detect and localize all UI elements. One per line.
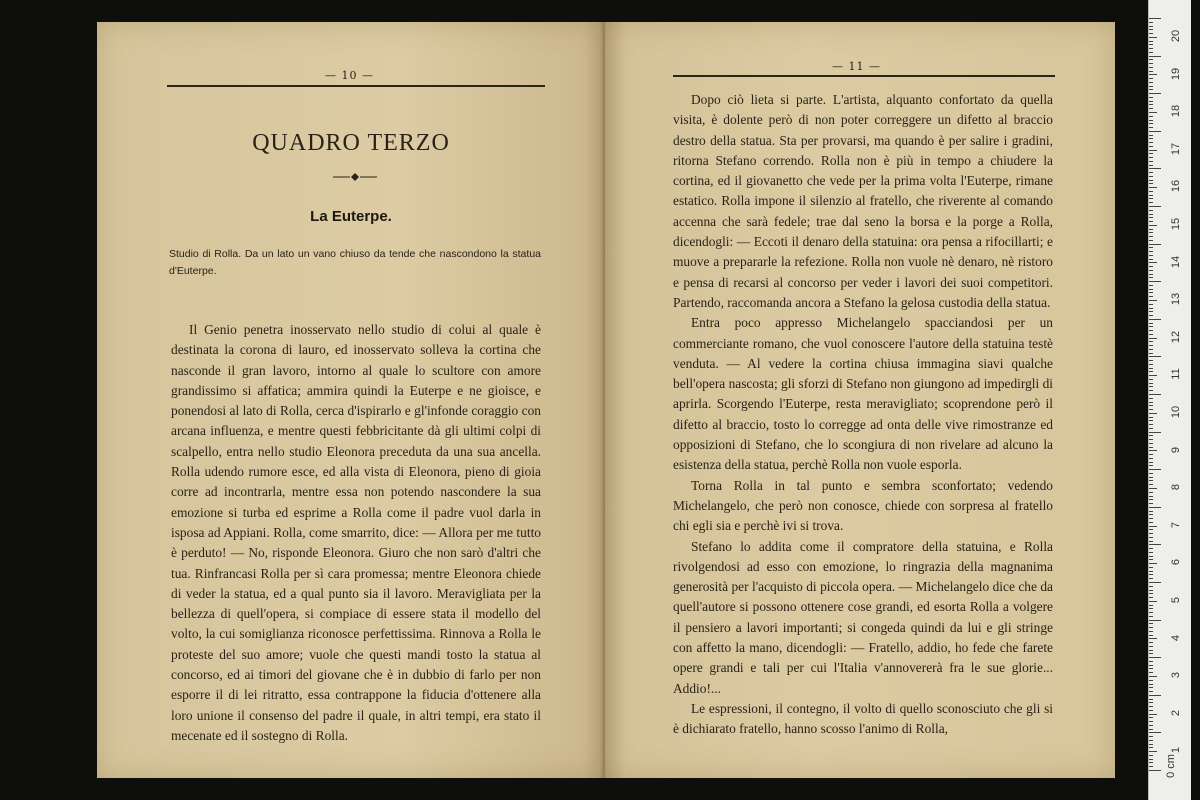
ruler-tick [1149, 435, 1153, 436]
ruler-tick [1149, 101, 1153, 102]
ruler-tick [1149, 541, 1153, 542]
ruler-tick [1149, 29, 1153, 30]
ruler-tick [1149, 78, 1153, 79]
ruler-tick [1149, 97, 1153, 98]
ruler-tick [1149, 334, 1153, 335]
ruler-tick [1149, 394, 1161, 395]
ruler-tick [1149, 217, 1153, 218]
ruler-tick [1149, 349, 1153, 350]
ruler-tick [1149, 548, 1153, 549]
ruler-number: 7 [1170, 521, 1182, 528]
ruler-tick [1149, 473, 1153, 474]
ruler-tick [1149, 146, 1153, 147]
ruler-tick [1149, 315, 1153, 316]
ruler-tick [1149, 330, 1153, 331]
ruler-tick [1149, 458, 1153, 459]
ruler-number: 12 [1170, 330, 1182, 343]
ruler-tick [1149, 266, 1153, 267]
ruler-tick [1149, 578, 1153, 579]
ruler-number: 8 [1170, 484, 1182, 491]
ruler-tick [1149, 59, 1153, 60]
ruler-tick [1149, 740, 1153, 741]
open-book [97, 22, 1115, 780]
ruler-tick [1149, 255, 1153, 256]
ruler-tick [1149, 270, 1153, 271]
ruler-tick [1149, 522, 1153, 523]
ruler-number: 10 [1170, 405, 1182, 419]
ruler-tick [1149, 623, 1153, 624]
ruler-tick [1149, 153, 1153, 154]
ruler-tick [1149, 503, 1153, 504]
ruler-tick [1149, 172, 1153, 173]
ruler-tick [1149, 33, 1153, 34]
paragraph: Stefano lo addita come il compratore della statuina, e Rolla rivolgendosi ad esso con emozione, lo ringrazia della magnanima generosità per l'acquisto di piccola opera. — Michelangelo dice che da quell'autore si possono ottenere cose grandi, ed esorta Rolla a volgere il pensiero a lavori importanti; si congeda quindi da lui e gli stringe con affetto la mano, dicendogli: — Fratello, addio, ho fede che farete opere grandi e tali per cui l'Italia v'annovererà fra le sue glorie... Addio!... [673, 538, 1053, 696]
ruler-tick [1149, 244, 1161, 245]
ruler-tick [1149, 766, 1153, 767]
ruler-tick [1149, 368, 1153, 369]
ruler-tick [1149, 755, 1153, 756]
ruler-tick [1149, 635, 1153, 636]
ruler-tick [1149, 52, 1153, 53]
ruler-number: 1 [1170, 747, 1182, 754]
ruler-tick [1149, 582, 1161, 583]
ruler-tick [1149, 616, 1153, 617]
ruler-tick [1149, 672, 1153, 673]
ruler-tick [1149, 590, 1153, 591]
ruler-tick [1149, 150, 1157, 151]
ruler-tick [1149, 695, 1161, 696]
ruler-tick [1149, 699, 1153, 700]
ruler-number: 9 [1170, 446, 1182, 453]
ruler-tick [1149, 364, 1153, 365]
ruler-tick [1149, 71, 1153, 72]
ruler-tick [1149, 443, 1153, 444]
ruler-tick [1149, 353, 1153, 354]
ruler-tick [1149, 511, 1153, 512]
ruler-tick [1149, 157, 1153, 158]
ruler-tick [1149, 229, 1153, 230]
ruler-tick [1149, 262, 1157, 263]
ruler-tick [1149, 661, 1153, 662]
ruler-tick [1149, 176, 1153, 177]
ruler-tick [1149, 323, 1153, 324]
header-rule [167, 85, 545, 87]
ruler-tick [1149, 537, 1153, 538]
ruler-tick [1149, 123, 1153, 124]
ruler-tick [1149, 631, 1153, 632]
ruler-tick [1149, 608, 1153, 609]
ruler-tick [1149, 300, 1157, 301]
ruler-number: 16 [1170, 180, 1182, 193]
ruler-tick [1149, 251, 1153, 252]
ruler-tick [1149, 417, 1153, 418]
ruler-tick [1149, 202, 1153, 203]
ruler-tick [1149, 221, 1153, 222]
ruler-tick [1149, 762, 1153, 763]
right-body-text [673, 90, 1053, 740]
ruler-tick [1149, 214, 1153, 215]
ruler-tick [1149, 729, 1153, 730]
ruler-tick [1149, 687, 1153, 688]
ruler-tick [1149, 22, 1153, 23]
ruler-tick [1149, 657, 1161, 658]
ruler-tick [1149, 725, 1153, 726]
ruler-tick [1149, 480, 1153, 481]
chapter-title: QUADRO TERZO [252, 130, 450, 156]
ruler-tick [1149, 277, 1153, 278]
ruler-tick [1149, 650, 1153, 651]
ruler-tick [1149, 104, 1153, 105]
ruler-tick [1149, 676, 1157, 677]
ruler-tick [1149, 469, 1161, 470]
ruler-number: 6 [1170, 559, 1182, 566]
ruler-tick [1149, 706, 1153, 707]
ruler-tick [1149, 601, 1157, 602]
paragraph: Entra poco appresso Michelangelo spacciandosi per un commerciante romano, che vuol conoscere l'autore della statuina testè venduta. — Al vedere la cortina chiusa immagina siavi qualche bell'opera nascosta; gli sforzi di Stefano non giungono ad impedirgli di aprirla. Scorgendo l'Euterpe, resta meravigliato; scoprendone però il difetto al braccio, tosto lo corregge ad onta delle vive rimostranze ed opposizioni di Stefano, che lo scongiura di non rivelare ad alcuno la esistenza della statua, perchè Rolla non vuole esporla. [673, 315, 1054, 473]
ruler-tick [1149, 620, 1161, 621]
ruler-tick [1149, 571, 1153, 572]
ruler-tick [1149, 18, 1161, 19]
ruler-tick [1149, 67, 1153, 68]
ruler-tick [1149, 680, 1153, 681]
ruler-tick [1149, 131, 1161, 132]
ruler-tick [1149, 247, 1153, 248]
ruler-tick [1149, 529, 1153, 530]
ruler-tick [1149, 48, 1153, 49]
ruler-tick [1149, 717, 1153, 718]
ruler-tick [1149, 484, 1153, 485]
ruler-tick [1149, 432, 1161, 433]
ruler-tick [1149, 714, 1157, 715]
ruler-tick [1149, 26, 1153, 27]
ruler-tick [1149, 499, 1153, 500]
ruler-tick [1149, 586, 1153, 587]
ruler-tick [1149, 383, 1153, 384]
ornament-icon [333, 172, 377, 182]
ruler-number: 5 [1170, 596, 1182, 604]
ruler-tick [1149, 142, 1153, 143]
ruler-tick [1149, 138, 1153, 139]
measuring-ruler [1148, 0, 1191, 800]
ruler-tick [1149, 518, 1153, 519]
ruler-tick [1149, 37, 1157, 38]
ruler-tick [1149, 360, 1153, 361]
ruler-tick [1149, 161, 1153, 162]
ruler-tick [1149, 375, 1157, 376]
ruler-tick [1149, 56, 1161, 57]
ruler-tick [1149, 191, 1153, 192]
ruler-tick [1149, 341, 1153, 342]
ruler-tick [1149, 274, 1153, 275]
ruler-number: 17 [1170, 142, 1182, 155]
ruler-tick [1149, 74, 1157, 75]
ruler-tick [1149, 405, 1153, 406]
ruler-tick [1149, 770, 1161, 771]
ruler-tick [1149, 684, 1153, 685]
ruler-tick [1149, 492, 1153, 493]
ruler-number: 4 [1170, 634, 1182, 641]
ruler-tick [1149, 183, 1153, 184]
paragraph: Le espressioni, il contegno, il volto di quello sconosciuto che gli si è dichiarato fratello, hanno scosso l'animo di Rolla, [673, 700, 1053, 737]
ruler-tick [1149, 285, 1153, 286]
page-number: — 11 — [832, 60, 881, 73]
ruler-tick [1149, 292, 1153, 293]
ruler-tick [1149, 559, 1153, 560]
ruler-tick [1149, 409, 1153, 410]
ruler-tick [1149, 86, 1153, 87]
ruler-tick [1149, 386, 1153, 387]
ruler-tick [1149, 112, 1157, 113]
ruler-tick [1149, 311, 1153, 312]
ruler-tick [1149, 465, 1153, 466]
ruler-tick [1149, 428, 1153, 429]
ruler-tick [1149, 180, 1153, 181]
ruler-tick [1149, 356, 1161, 357]
ruler-tick [1149, 108, 1153, 109]
ruler-tick [1149, 402, 1153, 403]
ruler-number: 19 [1170, 67, 1182, 80]
ruler-tick [1149, 168, 1161, 169]
ruler-unit: 0 cm [1164, 754, 1177, 778]
ruler-tick [1149, 567, 1153, 568]
ruler-tick [1149, 526, 1157, 527]
ruler-tick [1149, 665, 1153, 666]
ruler-tick [1149, 533, 1153, 534]
ruler-tick [1149, 345, 1153, 346]
ruler-tick [1149, 398, 1153, 399]
ruler-tick [1149, 424, 1153, 425]
ruler-tick [1149, 439, 1153, 440]
ruler-tick [1149, 597, 1153, 598]
ruler-tick [1149, 89, 1153, 90]
ruler-tick [1149, 638, 1157, 639]
ruler-tick [1149, 507, 1161, 508]
ruler-tick [1149, 127, 1153, 128]
ruler-tick [1149, 326, 1153, 327]
ruler-tick [1149, 556, 1153, 557]
ruler-tick [1149, 710, 1153, 711]
ruler-tick [1149, 477, 1153, 478]
ruler-tick [1149, 563, 1157, 564]
ruler-tick [1149, 198, 1153, 199]
ruler-tick [1149, 259, 1153, 260]
ruler-tick [1149, 642, 1153, 643]
ruler-tick [1149, 702, 1153, 703]
ruler-tick [1149, 612, 1153, 613]
ruler-tick [1149, 82, 1153, 83]
ruler-number: 13 [1170, 293, 1182, 306]
ruler-tick [1149, 454, 1153, 455]
right-page [605, 22, 1115, 778]
ruler-tick [1149, 759, 1153, 760]
ruler-tick [1149, 308, 1153, 309]
ruler-tick [1149, 514, 1153, 515]
ruler-tick [1149, 462, 1153, 463]
ruler-tick [1149, 450, 1157, 451]
ruler-tick [1149, 736, 1153, 737]
ruler-tick [1149, 751, 1157, 752]
ruler-tick [1149, 721, 1153, 722]
ruler-number: 20 [1170, 29, 1182, 43]
ruler-number: 2 [1170, 709, 1182, 716]
ruler-tick [1149, 447, 1153, 448]
ruler-tick [1149, 744, 1153, 745]
ruler-tick [1149, 627, 1153, 628]
ruler-tick [1149, 552, 1153, 553]
paragraph: Il Genio penetra inosservato nello studio di colui al quale è destinata la corona di lauro, ed inosservato solleva la cortina che nasconde il gran lavoro, intorno al quale lo scultore con amore grandissimo si affatica; ammira quindi la Euterpe e ne gioisce, e ponendosi al lato di Rolla, cerca d'ispirarlo e gl'infonde coraggio con arcana influenza, e mentre questi febbricitante dà gli ultimi colpi di scalpello, entra nello studio Eleonora preceduta da una sua ancella. Rolla udendo rumore esce, ed alla vista di Eleonora, pieno di gioia corre ad incontrarla, mentre essa non potendo nascondere la sua emozione si turba ed esprime a Rolla come il padre vuol darla in isposa ad Appiani. Rolla, come smarrito, dice: — Allora per me tutto è perduto! — No, risponde Eleonora. Giuro che non sarò d'altri che tua. Rinfrancasi Rolla per sì cara promessa; mentre Eleonora chiede di veder la statua, ed a qual punto sia il lavoro. Meravigliata per la bellezza di quell'opera, si compiace di essere stata il modello del volto, la cui somiglianza riconosce perfettissima. Rinnova a Rolla le proteste del suo amore; vuole che questi mandi tosto la statua al concorso, ed ai timori del giovane che è in dubbio di farlo per non esporre il di lei ritratto, essa contrappone la fiducia d'ottenere alla loro unione il consenso del padre il quale, in altri tempi, era stato il mecenate ed il sostegno di Rolla. [171, 322, 541, 743]
ruler-tick [1149, 63, 1153, 64]
ruler-tick [1149, 544, 1161, 545]
ruler-tick [1149, 120, 1153, 121]
ruler-tick [1149, 593, 1153, 594]
ruler-tick [1149, 496, 1153, 497]
ruler-tick [1149, 646, 1153, 647]
ruler-tick [1149, 236, 1153, 237]
ruler-tick [1149, 296, 1153, 297]
ruler-number: 14 [1170, 255, 1182, 268]
ruler-tick [1149, 420, 1153, 421]
ruler-tick [1149, 668, 1153, 669]
ruler-tick [1149, 187, 1157, 188]
ruler-tick [1149, 605, 1153, 606]
ruler-tick [1149, 390, 1153, 391]
ruler-tick [1149, 240, 1153, 241]
ruler-tick [1149, 488, 1157, 489]
ruler-tick [1149, 206, 1161, 207]
ruler-tick [1149, 41, 1153, 42]
ruler-tick [1149, 371, 1153, 372]
stage-direction: Studio di Rolla. Da un lato un vano chiuso da tende che nascondono la statua d'Euterpe. [169, 248, 541, 277]
ruler-tick [1149, 691, 1153, 692]
ruler-tick [1149, 232, 1153, 233]
paragraph: Dopo ciò lieta si parte. L'artista, alquanto confortato da quella visita, è dolente però di non poter correggere un difetto al braccio destro della statua. Sta per provarsi, ma quando è per salire i gradini, ritorna Stefano correndo. Rolla non è più in tempo a chiudere la cortina, ed il giovanetto che vede per la prima volta l'Euterpe, rimane estatico. Rolla impone il silenzio al fratello, che riverente al comando accenna che sarà fedele; trae dal seno la borsa e la porge a Rolla, dicendogli: — Eccoti il denaro della statuina: ora pensa a rifocillarti; e muove a prepararle la refezione. Rolla non vuole nè denaro, nè ristoro e pensa di recarsi al concorso per veder i lavori dei suoi competitori. Partendo, raccomanda ancora a Stefano la gelosa custodia della statua. [673, 92, 1053, 310]
ruler-tick [1149, 574, 1153, 575]
ruler-tick [1149, 653, 1153, 654]
ruler-tick [1149, 210, 1153, 211]
ruler-tick [1149, 747, 1153, 748]
ruler-number: 3 [1170, 672, 1182, 679]
page-number: — 10 — [325, 69, 374, 82]
section-subtitle: La Euterpe. [310, 208, 392, 225]
header-rule [673, 75, 1055, 77]
ruler-number: 18 [1170, 105, 1182, 118]
ruler-tick [1149, 338, 1157, 339]
ruler-tick [1149, 116, 1153, 117]
left-body-text [171, 320, 541, 746]
ruler-tick [1149, 195, 1153, 196]
ruler-tick [1149, 135, 1153, 136]
ruler-tick [1149, 304, 1153, 305]
left-page [97, 22, 605, 778]
ruler-tick [1149, 93, 1161, 94]
ruler-number: 15 [1170, 217, 1182, 231]
ruler-tick [1149, 281, 1161, 282]
ruler-tick [1149, 44, 1153, 45]
ruler-tick [1149, 379, 1153, 380]
ruler-tick [1149, 319, 1161, 320]
ruler-tick [1149, 225, 1157, 226]
paragraph: Torna Rolla in tal punto e sembra sconfortato; vedendo Michelangelo, che però non conosce, chiede con sorpresa al fratello chi egli sia e perchè ivi si trova. [673, 477, 1053, 534]
ruler-tick [1149, 413, 1157, 414]
ruler-tick [1149, 732, 1161, 733]
ruler-number: 11 [1170, 368, 1182, 381]
ruler-tick [1149, 165, 1153, 166]
ruler-tick [1149, 289, 1153, 290]
